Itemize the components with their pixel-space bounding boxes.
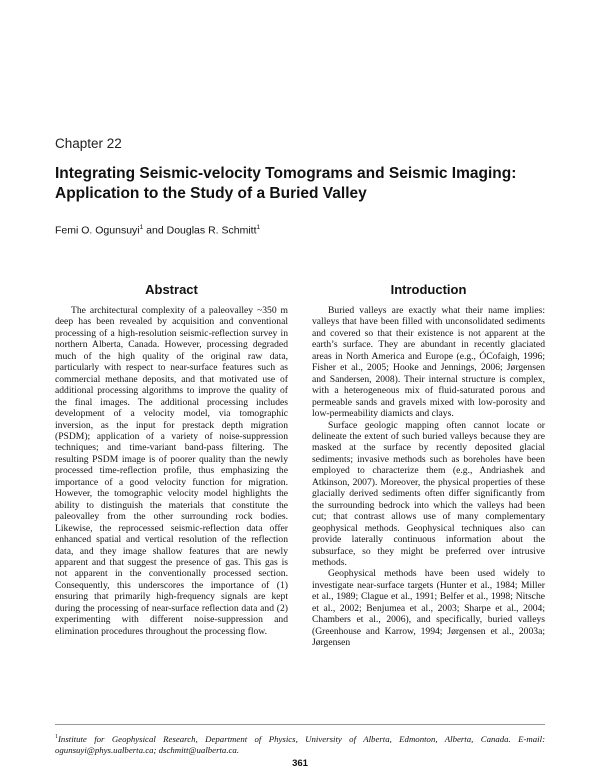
abstract-paragraph: The architectural complexity of a paleovalley ~350 m deep has been revealed by acquisition and conventional processing of a high-resolution seismic-reflection survey in northern Alberta, Canada. However, processing degraded much of the high quality of the original raw data, particularly with respect to near-surface features such as commercial methane deposits, and that motivated use of additional processing algorithms to improve the quality of the final images. The additional processing includes development of a velocity model, via tomographic inversion, as the input for prestack depth migration (PSDM); application of a variety of noise-suppression techniques; and time-variant band-pass filtering. The resulting PSDM image is of poorer quality than the newly processed time-reflection profile, thus emphasizing the importance of a good velocity function for migration. However, the tomographic velocity model highlights the ability to distinguish the materials that constitute the paleovalley from the other surrounding rock bodies. Likewise, the reprocessed seismic-reflection data offer enhanced spatial and vertical resolution of the reflection data, and they image shallow features that are newly apparent and that suggest the presence of gas. This gas is not apparent in the conventionally processed section. Consequently, this underscores the importance of (1) ensuring that primarily high-frequency signals are kept during the processing of near-surface reflection data and (2) experimenting with different noise-suppression and elimination procedures throughout the processing flow. xyxy=(55,305,288,637)
author-line xyxy=(55,224,260,237)
introduction-paragraph: Geophysical methods have been used widely to investigate near-surface targets (Hunter et al., 1984; Miller et al., 1989; Clague et al., 1991; Belfer et al., 1998; Nitsche et al., 2002; Benjumea et al., 2003; Sharpe et al., 2004; Chambers et al., 2006), and specifically, buried valleys (Greenhouse and Karrow, 1994; Jørgensen et al., 2003a; Jørgensen xyxy=(312,568,545,649)
affiliation-mark: 1 xyxy=(139,224,144,231)
affiliation-mark: 1 xyxy=(256,224,261,231)
footnote-divider xyxy=(55,724,545,725)
affiliation-footnote xyxy=(55,732,545,756)
chapter-label: Chapter 22 xyxy=(55,136,122,151)
chapter-title: Integrating Seismic-velocity Tomograms and Seismic Imaging: Application to the Study of a Buried Valley xyxy=(55,165,517,202)
introduction-paragraph: Buried valleys are exactly what their name implies: valleys that have been filled with unconsolidated sediments and covered so that their existence is not apparent at the earth’s surface. They are abundant in recently glaciated areas in North America and Europe (e.g., ÓCofaigh, 1996; Fisher et al., 2005; Hooke and Jennings, 2006; Jørgensen and Sandersen, 2008). Their internal structure is complex, with a heterogeneous mix of fluid-saturated porous and permeable sands and gravels mixed with low-porosity and low-permeability diamicts and clays. xyxy=(312,305,545,420)
page-number: 361 xyxy=(292,758,308,769)
introduction-heading: Introduction xyxy=(390,282,467,297)
abstract-column xyxy=(55,282,288,637)
footnote-mark: 1 xyxy=(55,734,58,740)
footnote-text: Institute for Geophysical Research, Department of Physics, University of Alberta, Edmonton, Alberta, Canada. E-mail: ogunsuyi@phys.ualberta.ca; dschmitt@ualberta.ca. xyxy=(55,733,545,755)
author-name: Femi O. Ogunsuyi xyxy=(55,224,140,237)
abstract-heading: Abstract xyxy=(145,282,198,297)
abstract-body xyxy=(55,305,288,637)
introduction-column xyxy=(312,282,545,649)
introduction-paragraph: Surface geologic mapping often cannot locate or delineate the extent of such buried valleys because they are masked at the surface by recently deposited glacial sediments; invasive methods such as boreholes have been employed to characterize them (e.g., Andriashek and Atkinson, 2007). Moreover, the physical properties of these glacially derived sediments often differ significantly from the surrounding bedrock into which the valleys had been cut; that contrast allows use of many complementary geophysical methods. Geophysical techniques also can provide laterally continuous information about the subsurface, so they might be preferred over intrusive methods. xyxy=(312,419,545,568)
author-name: Douglas R. Schmitt xyxy=(166,224,257,237)
introduction-body xyxy=(312,305,545,649)
author-joiner: and xyxy=(146,224,164,237)
